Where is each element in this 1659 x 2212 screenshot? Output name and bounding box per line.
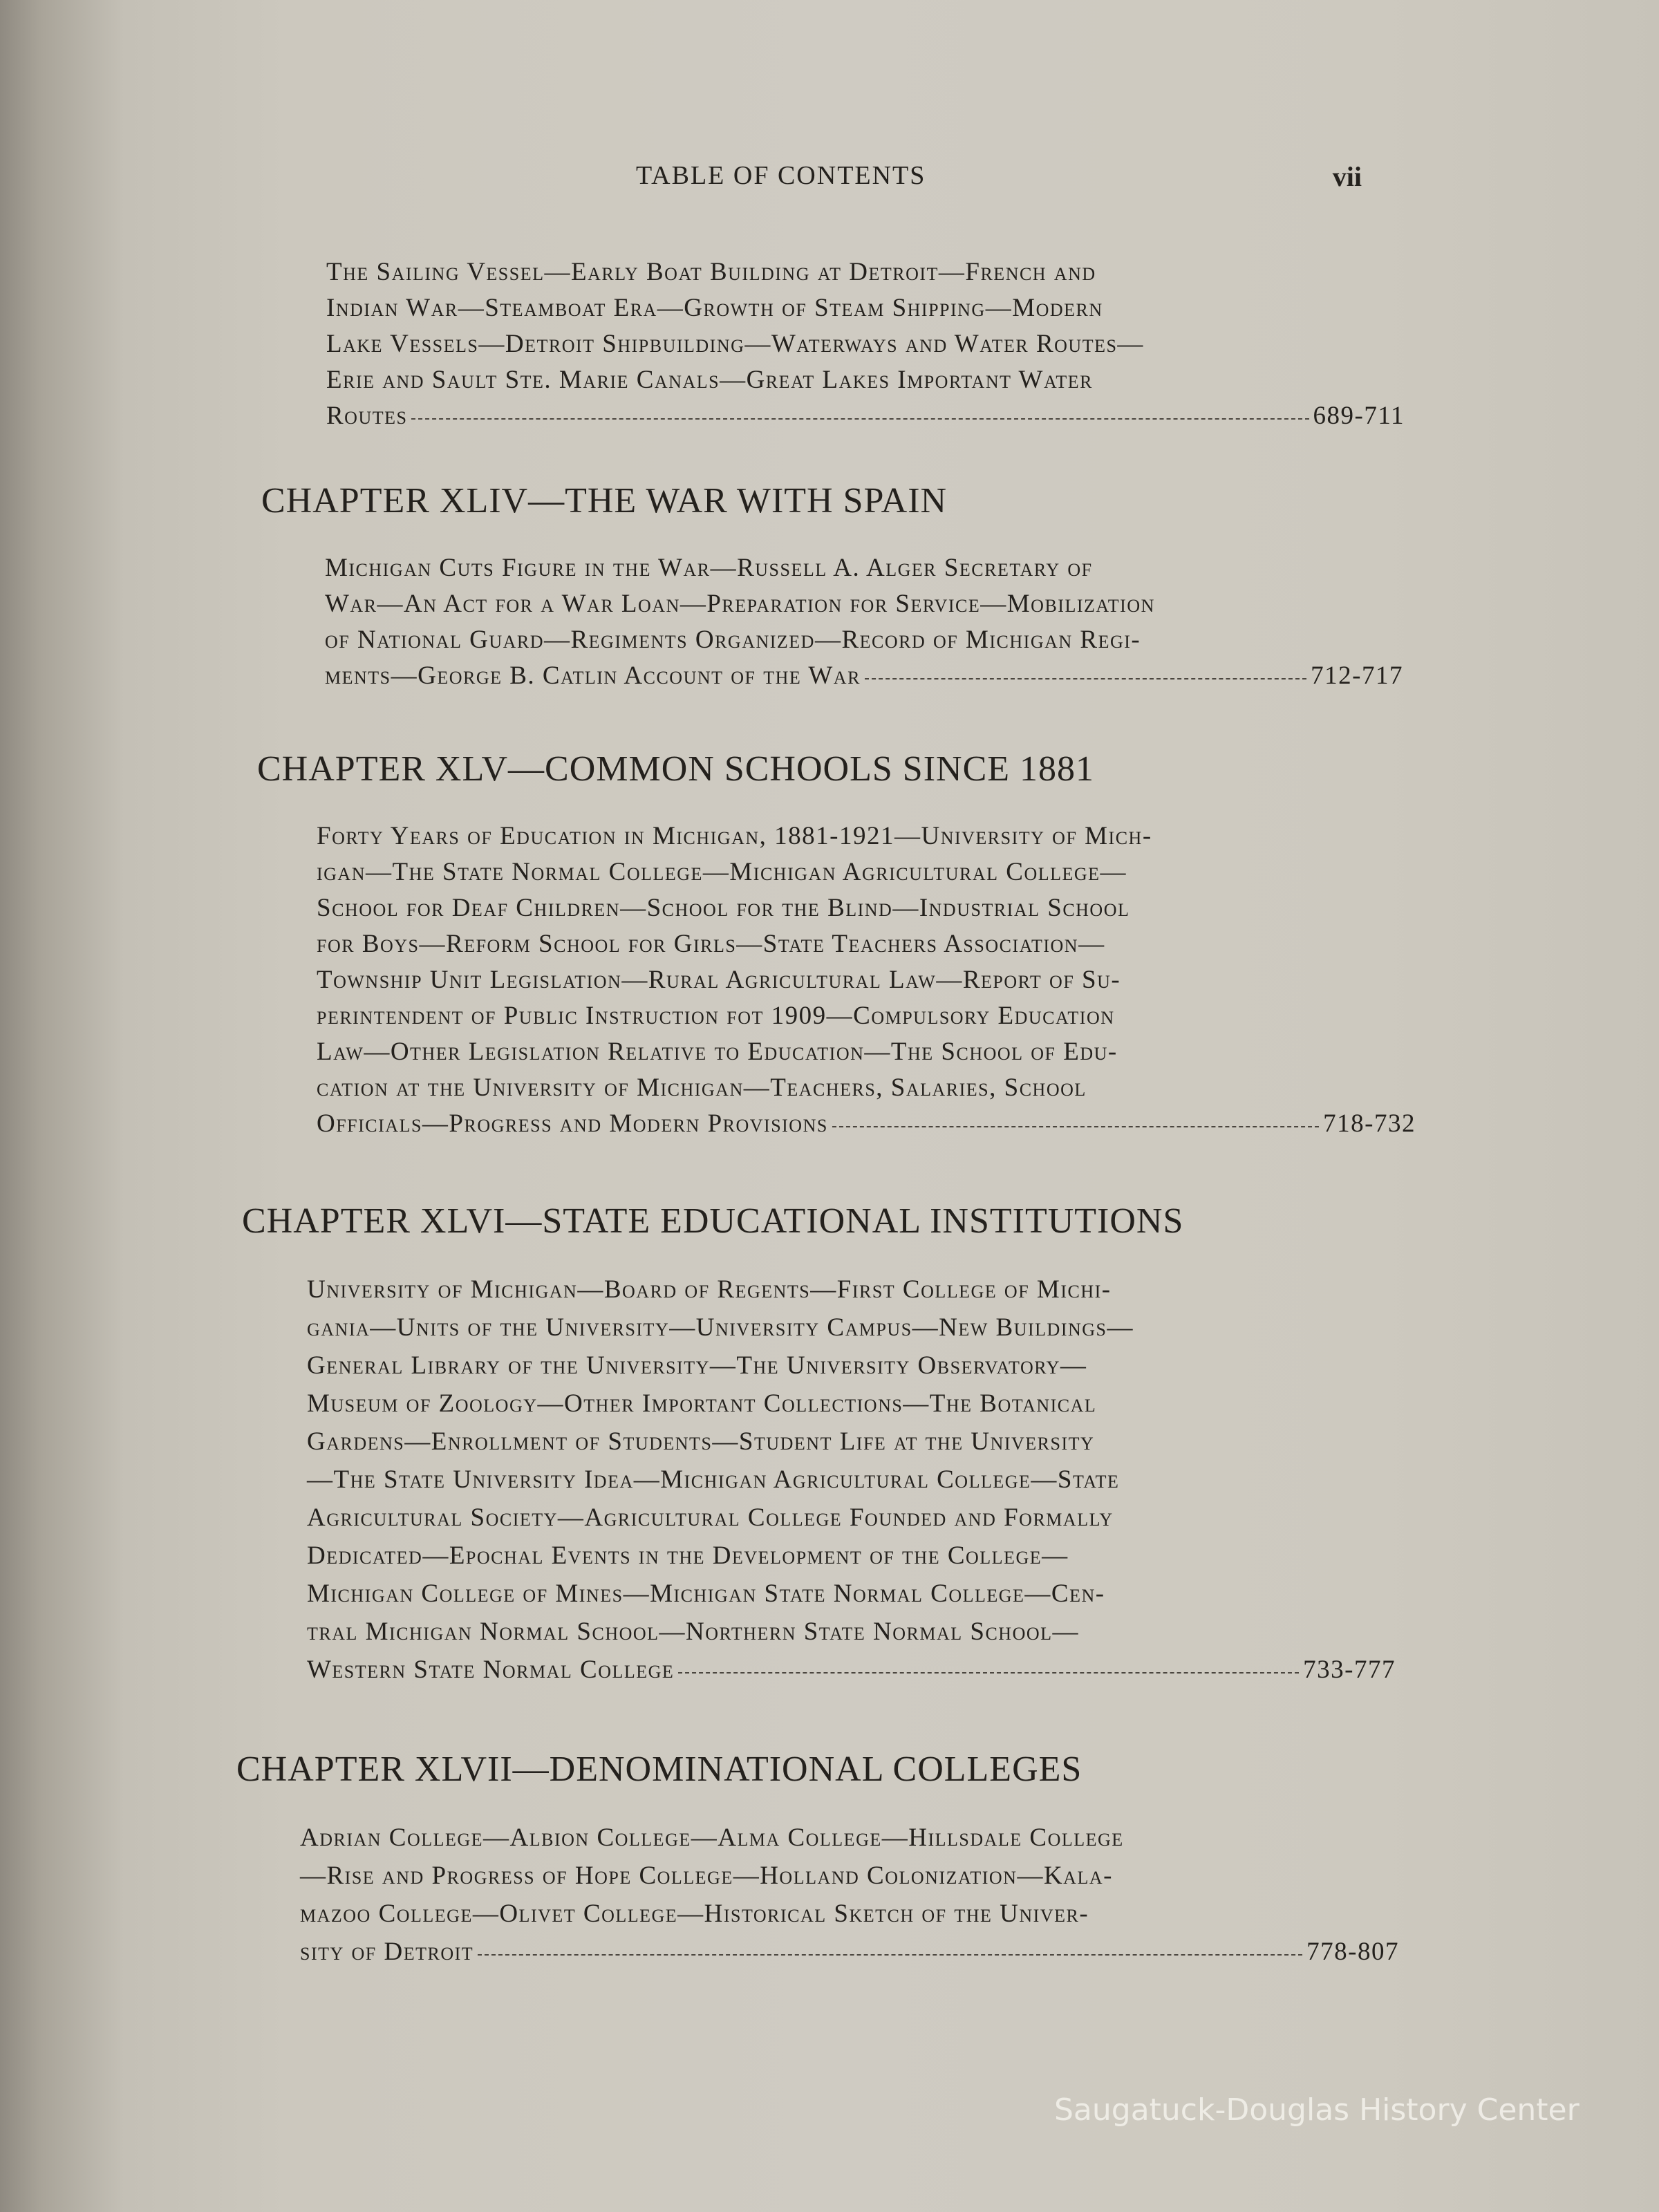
desc-last-line: sity of Detroit	[300, 1938, 474, 1966]
desc-line: of National Guard—Regiments Organized—Record of Michigan Regi-	[325, 626, 1141, 654]
desc-line: Michigan Cuts Figure in the War—Russell A. Alger Secretary of	[325, 554, 1093, 582]
desc-line: cation at the University of Michigan—Teachers, Salaries, School	[317, 1074, 1087, 1102]
desc-line: Law—Other Legislation Relative to Education—The School of Edu-	[317, 1038, 1118, 1066]
leader-line	[325, 658, 1403, 694]
dot-leader	[865, 678, 1306, 679]
desc-line: School for Deaf Children—School for the Blind—Industrial School	[317, 894, 1130, 922]
page-range: 689-711	[1313, 402, 1405, 430]
desc-last-line: Officials—Progress and Modern Provisions	[317, 1109, 828, 1138]
page-range: 712-717	[1311, 662, 1403, 690]
leader-line	[307, 1651, 1396, 1689]
desc-line: —The State University Idea—Michigan Agricultural College—State	[307, 1465, 1120, 1494]
entry-description	[317, 818, 1416, 1142]
desc-line: War—An Act for a War Loan—Preparation for Service—Mobilization	[325, 590, 1155, 618]
entry-description	[325, 550, 1403, 694]
watermark-text: Saugatuck-Douglas History Center	[1054, 2092, 1580, 2128]
desc-last-line: Western State Normal College	[307, 1656, 675, 1684]
desc-line: Adrian College—Albion College—Alma College—Hillsdale College	[300, 1824, 1124, 1852]
entry-description	[326, 254, 1405, 434]
dot-leader	[678, 1672, 1299, 1674]
desc-line: The Sailing Vessel—Early Boat Building at Detroit—French and	[326, 258, 1096, 286]
desc-line: University of Michigan—Board of Regents—First College of Michi-	[307, 1275, 1112, 1304]
desc-line: Forty Years of Education in Michigan, 1881-1921—University of Mich-	[317, 822, 1152, 850]
toc-entry-chapter-46	[242, 1201, 1396, 1689]
page-number: vii	[1332, 161, 1362, 192]
leader-line	[317, 1106, 1416, 1142]
page-range: 733-777	[1303, 1656, 1396, 1684]
desc-line: Museum of Zoology—Other Important Collections—The Botanical	[307, 1389, 1097, 1418]
leader-line	[300, 1933, 1399, 1971]
desc-line: General Library of the University—The University Observatory—	[307, 1351, 1087, 1380]
dot-leader	[478, 1954, 1302, 1956]
desc-last-line: ments—George B. Catlin Account of the War	[325, 662, 861, 690]
desc-line: igan—The State Normal College—Michigan Agricultural College—	[317, 858, 1127, 886]
desc-line: —Rise and Progress of Hope College—Holland Colonization—Kala-	[300, 1862, 1113, 1890]
dot-leader	[832, 1126, 1319, 1127]
desc-last-line: Routes	[326, 402, 408, 430]
desc-line: Dedicated—Epochal Events in the Development of the College—	[307, 1541, 1069, 1570]
toc-entry-chapter-47	[236, 1749, 1399, 1971]
page-range: 718-732	[1323, 1109, 1416, 1138]
desc-line: Township Unit Legislation—Rural Agricultural Law—Report of Su-	[317, 966, 1121, 994]
desc-line: Indian War—Steamboat Era—Growth of Steam Shipping—Modern	[326, 294, 1103, 322]
chapter-heading: CHAPTER XLIV—THE WAR WITH SPAIN	[261, 481, 948, 521]
chapter-heading: CHAPTER XLV—COMMON SCHOOLS SINCE 1881	[257, 749, 1095, 789]
desc-line: for Boys—Reform School for Girls—State Teachers Association—	[317, 930, 1105, 958]
entry-description	[300, 1819, 1399, 1971]
page-range: 778-807	[1306, 1938, 1399, 1966]
desc-line: mazoo College—Olivet College—Historical Sketch of the Univer-	[300, 1900, 1089, 1928]
desc-line: tral Michigan Normal School—Northern State Normal School—	[307, 1618, 1080, 1646]
leader-line	[326, 398, 1405, 434]
desc-line: Lake Vessels—Detroit Shipbuilding—Waterways and Water Routes—	[326, 330, 1144, 358]
chapter-heading: CHAPTER XLVI—STATE EDUCATIONAL INSTITUTIONS	[242, 1201, 1184, 1241]
desc-line: Erie and Sault Ste. Marie Canals—Great Lakes Important Water	[326, 366, 1093, 394]
desc-line: Agricultural Society—Agricultural College Founded and Formally	[307, 1503, 1114, 1532]
toc-entry-chapter-45	[257, 749, 1416, 1142]
toc-entry-continued	[264, 254, 1405, 434]
toc-entry-chapter-44	[261, 480, 1403, 694]
entry-description	[307, 1271, 1396, 1689]
page-header	[325, 160, 1362, 202]
desc-line: Michigan College of Mines—Michigan State Normal College—Cen-	[307, 1580, 1105, 1608]
desc-line: Gardens—Enrollment of Students—Student Life at the University	[307, 1427, 1095, 1456]
desc-line: perintendent of Public Instruction fot 1909—Compulsory Education	[317, 1002, 1115, 1030]
desc-line: gania—Units of the University—University Campus—New Buildings—	[307, 1313, 1134, 1342]
running-title: TABLE OF CONTENTS	[636, 161, 926, 190]
chapter-heading: CHAPTER XLVII—DENOMINATIONAL COLLEGES	[236, 1750, 1082, 1789]
dot-leader	[411, 418, 1309, 420]
